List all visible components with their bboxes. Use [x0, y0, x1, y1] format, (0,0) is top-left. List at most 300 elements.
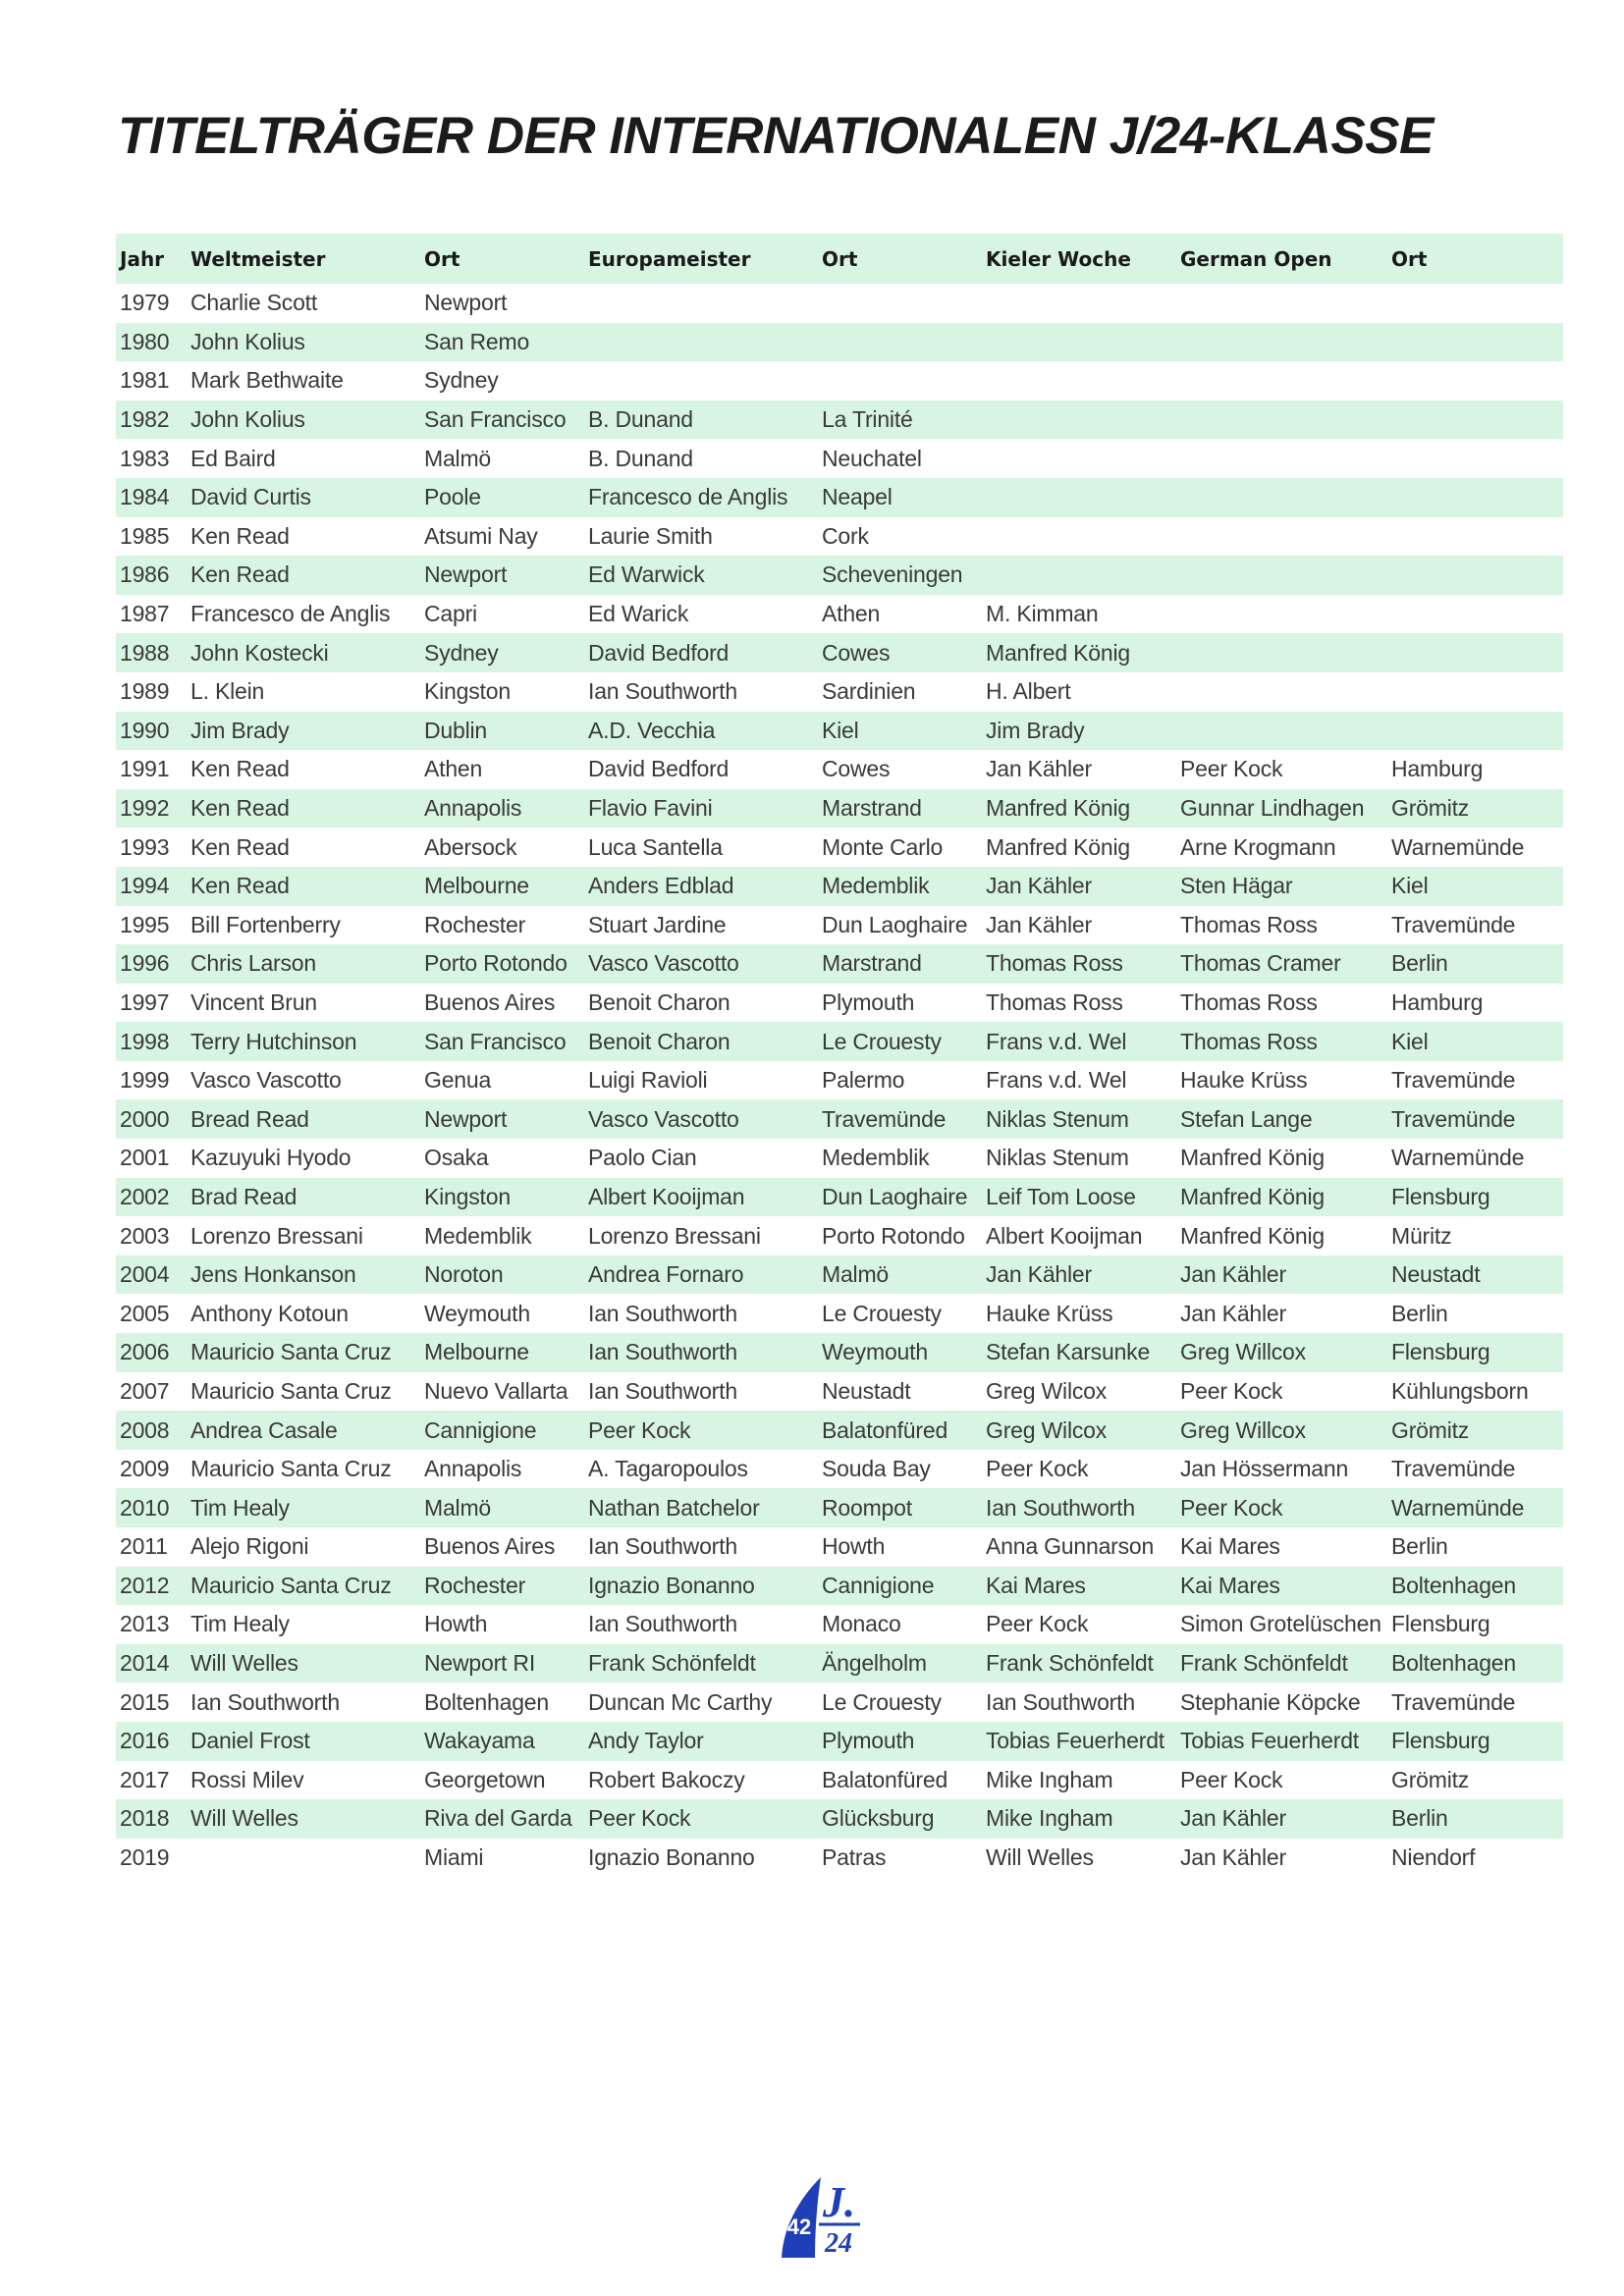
table-cell: Boltenhagen	[1387, 1567, 1563, 1606]
table-cell	[1387, 672, 1563, 712]
table-cell: Ian Southworth	[986, 1688, 1135, 1715]
table-cell: Medemblik	[424, 1222, 532, 1249]
table-cell	[187, 1839, 420, 1878]
column-header: Europameister	[584, 234, 818, 284]
table-cell: Müritz	[1391, 1222, 1452, 1249]
table-cell: Wakayama	[420, 1722, 584, 1761]
table-cell	[1176, 633, 1387, 672]
table-cell: Sardinien	[822, 678, 916, 705]
table-cell: Dublin	[420, 712, 584, 751]
column-header: Jahr	[116, 234, 187, 284]
table-cell: 1979	[120, 290, 170, 316]
table-cell: Medemblik	[822, 1145, 930, 1171]
table-cell: 2005	[120, 1300, 170, 1326]
titleholders-table	[116, 234, 1563, 1877]
table-cell: Osaka	[424, 1145, 489, 1171]
table-cell: Warnemünde	[1387, 1488, 1563, 1527]
table-cell: Hauke Krüss	[1180, 1067, 1308, 1094]
table-cell: Andy Taylor	[584, 1722, 818, 1761]
table-cell: Mauricio Santa Cruz	[187, 1567, 420, 1606]
table-cell: 1990	[116, 712, 187, 751]
table-cell: Monaco	[822, 1611, 901, 1637]
table-cell: Tobias Feuerherdt	[1176, 1722, 1387, 1761]
table-cell	[1387, 633, 1563, 672]
table-cell: Kiel	[818, 712, 982, 751]
table-cell: Greg Wilcox	[982, 1411, 1176, 1450]
table-cell: Mike Ingham	[986, 1766, 1113, 1792]
table-cell: M. Kimman	[986, 601, 1099, 627]
table-row	[116, 1139, 1563, 1178]
table-cell	[1176, 712, 1387, 751]
table-cell: Genua	[424, 1067, 492, 1094]
table-cell: Boltenhagen	[1387, 1644, 1563, 1683]
table-cell	[1176, 323, 1387, 362]
table-cell: 2002	[116, 1178, 187, 1217]
table-cell: Riva del Garda	[420, 1799, 584, 1839]
table-cell	[982, 284, 1176, 323]
table-cell: 1999	[120, 1067, 170, 1094]
table-cell: Le Crouesty	[822, 1688, 942, 1715]
table-cell: Travemünde	[1391, 1456, 1516, 1482]
table-cell: Ängelholm	[818, 1644, 982, 1683]
table-cell: Roompot	[818, 1488, 982, 1527]
table-cell: Stefan Lange	[1176, 1099, 1387, 1139]
table-cell: Manfred König	[986, 833, 1130, 860]
column-header: Weltmeister	[187, 234, 420, 284]
table-cell: Ian Southworth	[588, 1300, 737, 1326]
table-cell: Frank Schönfeldt	[1176, 1644, 1387, 1683]
table-cell	[982, 556, 1176, 595]
table-cell: Manfred König	[1176, 1178, 1387, 1217]
table-cell: John Kostecki	[187, 633, 420, 672]
table-cell: 1998	[116, 1022, 187, 1061]
table-header-row	[116, 234, 1563, 284]
table-cell: Frans v.d. Wel	[982, 1022, 1176, 1061]
table-cell: Mike Ingham	[982, 1799, 1176, 1839]
table-cell: Kazuyuki Hyodo	[190, 1145, 352, 1171]
table-cell: Ed Baird	[190, 445, 276, 471]
table-cell: Rochester	[420, 1567, 584, 1606]
table-cell: Flensburg	[1387, 1722, 1563, 1761]
table-cell: Grömitz	[1387, 789, 1563, 828]
table-cell: Howth	[424, 1611, 488, 1637]
table-cell: 2017	[120, 1766, 170, 1792]
table-cell: Lorenzo Bressani	[190, 1222, 363, 1249]
table-cell: Manfred König	[982, 789, 1176, 828]
table-cell: 1982	[116, 400, 187, 440]
table-cell: Georgetown	[424, 1766, 546, 1792]
table-cell: Duncan Mc Carthy	[588, 1688, 773, 1715]
table-cell: Francesco de Anglis	[190, 601, 391, 627]
table-row	[116, 284, 1563, 323]
table-cell	[982, 517, 1176, 557]
table-row	[116, 789, 1563, 828]
table-cell: John Kolius	[187, 400, 420, 440]
table-cell: Peer Kock	[1180, 756, 1283, 782]
table-cell: Melbourne	[420, 1333, 584, 1372]
table-row	[116, 1605, 1563, 1644]
table-cell: 2001	[120, 1145, 170, 1171]
table-cell: Marstrand	[818, 944, 982, 984]
table-cell: Leif Tom Loose	[982, 1178, 1176, 1217]
table-cell: Berlin	[1391, 1300, 1448, 1326]
table-cell: H. Albert	[986, 678, 1071, 705]
table-cell: Vasco Vascotto	[190, 1067, 342, 1094]
table-row	[116, 439, 1563, 478]
table-cell: Will Welles	[986, 1844, 1094, 1871]
table-cell: Ian Southworth	[588, 1377, 737, 1404]
table-cell: Athen	[424, 756, 483, 782]
table-cell: Ken Read	[190, 522, 290, 549]
table-cell	[584, 361, 818, 400]
table-cell: Ken Read	[187, 867, 420, 906]
table-cell: 1988	[116, 633, 187, 672]
table-cell: Medemblik	[818, 867, 982, 906]
table-cell: 2009	[120, 1456, 170, 1482]
table-cell: Terry Hutchinson	[187, 1022, 420, 1061]
table-cell: Kiel	[1387, 867, 1563, 906]
table-cell: Thomas Ross	[1176, 1022, 1387, 1061]
table-row	[116, 1372, 1563, 1412]
table-cell	[982, 323, 1176, 362]
table-cell: Niklas Stenum	[986, 1145, 1129, 1171]
table-cell: Sten Hägar	[1176, 867, 1387, 906]
table-body	[116, 284, 1563, 1877]
table-cell: Vincent Brun	[190, 988, 317, 1015]
table-row	[116, 1799, 1563, 1839]
table-cell: Rochester	[424, 911, 526, 937]
table-cell: Luca Santella	[588, 833, 723, 860]
table-cell: Boltenhagen	[424, 1688, 549, 1715]
table-cell: Greg Willcox	[1176, 1333, 1387, 1372]
table-cell: Niendorf	[1391, 1844, 1476, 1871]
table-row	[116, 750, 1563, 789]
table-row	[116, 1022, 1563, 1061]
table-cell: Kai Mares	[1176, 1567, 1387, 1606]
table-row	[116, 1255, 1563, 1295]
table-cell	[1176, 400, 1387, 440]
table-cell: 2003	[120, 1222, 170, 1249]
table-cell: 2006	[116, 1333, 187, 1372]
table-cell: Thomas Cramer	[1176, 944, 1387, 984]
table-cell: Newport	[420, 556, 584, 595]
table-cell: 2018	[116, 1799, 187, 1839]
table-cell: Plymouth	[818, 1722, 982, 1761]
table-cell: Hamburg	[1391, 988, 1484, 1015]
table-cell: Porto Rotondo	[822, 1222, 965, 1249]
table-cell: Grömitz	[1391, 1766, 1470, 1792]
table-cell: Flensburg	[1391, 1611, 1490, 1637]
table-cell: Anthony Kotoun	[190, 1300, 349, 1326]
table-cell: Kai Mares	[982, 1567, 1176, 1606]
table-cell: A. Tagaropoulos	[588, 1456, 748, 1482]
table-cell: Le Crouesty	[818, 1022, 982, 1061]
table-cell: Peer Kock	[584, 1799, 818, 1839]
table-cell: 1991	[120, 756, 170, 782]
table-row	[116, 556, 1563, 595]
table-cell: Ian Southworth	[588, 1533, 737, 1560]
table-cell: Cannigione	[420, 1411, 584, 1450]
table-cell: Warnemünde	[1391, 1145, 1525, 1171]
table-cell: Ken Read	[187, 789, 420, 828]
table-cell: Albert Kooijman	[584, 1178, 818, 1217]
table-row	[116, 1839, 1563, 1878]
table-cell: 1981	[120, 367, 170, 394]
table-cell: Peer Kock	[1180, 1766, 1283, 1792]
table-cell: Newport	[424, 290, 508, 316]
table-cell: Cowes	[818, 633, 982, 672]
table-cell: 1995	[120, 911, 170, 937]
table-cell	[982, 439, 1176, 478]
table-cell	[818, 284, 982, 323]
table-row	[116, 1061, 1563, 1100]
table-cell: B. Dunand	[588, 445, 693, 471]
table-cell: 2000	[116, 1099, 187, 1139]
table-cell: Anders Edblad	[584, 867, 818, 906]
table-cell: San Remo	[420, 323, 584, 362]
table-cell: Jan Kähler	[1180, 1300, 1286, 1326]
table-cell	[818, 323, 982, 362]
table-cell: Palermo	[822, 1067, 905, 1094]
table-cell: Kingston	[420, 1178, 584, 1217]
table-cell: Atsumi Nay	[424, 522, 538, 549]
table-cell: Patras	[822, 1844, 887, 1871]
table-cell: Brad Read	[187, 1178, 420, 1217]
table-cell: Vasco Vascotto	[584, 1099, 818, 1139]
table-cell: Bread Read	[187, 1099, 420, 1139]
table-cell: Will Welles	[187, 1799, 420, 1839]
table-cell: Plymouth	[822, 988, 915, 1015]
table-cell: Jan Hössermann	[1180, 1456, 1349, 1482]
table-cell: Frank Schönfeldt	[982, 1644, 1176, 1683]
table-cell: Bill Fortenberry	[190, 911, 341, 937]
table-cell: Benoit Charon	[584, 1022, 818, 1061]
table-cell: Benoit Charon	[588, 988, 731, 1015]
table-cell: Malmö	[420, 1488, 584, 1527]
table-row	[116, 1488, 1563, 1527]
table-cell: Jan Kähler	[982, 1255, 1176, 1295]
table-cell	[1176, 517, 1387, 557]
table-cell: Lorenzo Bressani	[588, 1222, 761, 1249]
table-cell: Grömitz	[1387, 1411, 1563, 1450]
table-cell: Rossi Milev	[190, 1766, 304, 1792]
table-cell	[1176, 672, 1387, 712]
table-cell: Jan Kähler	[986, 911, 1092, 937]
table-cell: Laurie Smith	[588, 522, 713, 549]
table-cell: Stefan Karsunke	[982, 1333, 1176, 1372]
table-row	[116, 595, 1563, 634]
table-cell: Chris Larson	[187, 944, 420, 984]
table-cell: 1992	[116, 789, 187, 828]
table-cell: Annapolis	[424, 1456, 522, 1482]
table-row	[116, 712, 1563, 751]
table-cell: Newport	[420, 1099, 584, 1139]
table-cell: John Kolius	[187, 323, 420, 362]
table-cell	[1387, 400, 1563, 440]
table-cell: Dun Laoghaire	[818, 1178, 982, 1217]
table-row	[116, 1644, 1563, 1683]
table-cell: Niklas Stenum	[982, 1099, 1176, 1139]
column-header: Kieler Woche	[982, 234, 1176, 284]
table-row	[116, 1450, 1563, 1489]
table-cell: Jan Kähler	[986, 756, 1092, 782]
table-cell: 2010	[116, 1488, 187, 1527]
table-cell: Travemünde	[818, 1099, 982, 1139]
table-cell: Marstrand	[818, 789, 982, 828]
table-cell: Flensburg	[1387, 1178, 1563, 1217]
table-row	[116, 478, 1563, 517]
table-cell: Albert Kooijman	[986, 1222, 1143, 1249]
table-cell: Peer Kock	[1180, 1377, 1283, 1404]
table-cell: Tim Healy	[190, 1611, 290, 1637]
table-cell	[1387, 284, 1563, 323]
table-cell: Dun Laoghaire	[822, 911, 968, 937]
table-cell: Will Welles	[187, 1644, 420, 1683]
table-cell: Frans v.d. Wel	[986, 1067, 1127, 1094]
table-cell: Balatonfüred	[818, 1411, 982, 1450]
table-cell: Thomas Ross	[986, 988, 1123, 1015]
table-cell: Ed Warwick	[584, 556, 818, 595]
table-row	[116, 672, 1563, 712]
table-cell: Paolo Cian	[588, 1145, 697, 1171]
table-cell: 1984	[116, 478, 187, 517]
table-cell: Cowes	[822, 756, 891, 782]
table-cell: Jan Kähler	[1176, 1255, 1387, 1295]
table-cell	[982, 361, 1176, 400]
table-cell: Ignazio Bonanno	[588, 1844, 755, 1871]
table-cell: Jim Brady	[187, 712, 420, 751]
table-cell: Balatonfüred	[822, 1766, 948, 1792]
page-number: 42	[786, 2215, 812, 2239]
table-cell	[982, 478, 1176, 517]
column-header: Ort	[1387, 234, 1563, 284]
table-cell: Peer Kock	[584, 1411, 818, 1450]
table-cell	[1176, 439, 1387, 478]
table-cell: Warnemünde	[1391, 833, 1525, 860]
table-cell: Newport RI	[420, 1644, 584, 1683]
table-cell: 2004	[116, 1255, 187, 1295]
table-cell: Nuevo Vallarta	[424, 1377, 568, 1404]
column-header: Ort	[818, 234, 982, 284]
table-cell: Sydney	[424, 367, 499, 394]
table-row	[116, 1682, 1563, 1722]
table-row	[116, 867, 1563, 906]
table-cell: A.D. Vecchia	[584, 712, 818, 751]
table-cell: Noroton	[420, 1255, 584, 1295]
table-cell: Ian Southworth	[588, 678, 737, 705]
table-cell: 2016	[116, 1722, 187, 1761]
table-row	[116, 1216, 1563, 1255]
table-row	[116, 1294, 1563, 1333]
table-row	[116, 1099, 1563, 1139]
table-cell: 2012	[116, 1567, 187, 1606]
table-row	[116, 633, 1563, 672]
table-cell: Travemünde	[1387, 1099, 1563, 1139]
table-cell: Ian Southworth	[982, 1488, 1176, 1527]
table-cell: Manfred König	[1180, 1145, 1325, 1171]
table-cell: Sydney	[420, 633, 584, 672]
table-cell: Manfred König	[982, 633, 1176, 672]
table-cell: David Curtis	[187, 478, 420, 517]
table-cell: Mauricio Santa Cruz	[190, 1377, 392, 1404]
table-row	[116, 828, 1563, 867]
table-cell: Simon Grotelüschen	[1180, 1611, 1381, 1637]
table-cell: Scheveningen	[818, 556, 982, 595]
table-cell: Athen	[822, 601, 881, 627]
table-row	[116, 1567, 1563, 1606]
table-cell: La Trinité	[818, 400, 982, 440]
table-cell: 1989	[120, 678, 170, 705]
table-cell: Souda Bay	[822, 1456, 931, 1482]
table-cell: Charlie Scott	[190, 290, 318, 316]
table-cell: Annapolis	[420, 789, 584, 828]
table-cell: Miami	[424, 1844, 484, 1871]
table-cell: 1996	[116, 944, 187, 984]
table-cell: Monte Carlo	[822, 833, 944, 860]
table-cell: Mark Bethwaite	[190, 367, 344, 394]
table-row	[116, 1761, 1563, 1800]
table-cell: Berlin	[1387, 944, 1563, 984]
table-cell	[1387, 556, 1563, 595]
table-cell: Le Crouesty	[822, 1300, 942, 1326]
table-cell: Flensburg	[1387, 1333, 1563, 1372]
table-cell: Travemünde	[1391, 1067, 1516, 1094]
table-cell: Jim Brady	[982, 712, 1176, 751]
table-cell: Greg Wilcox	[986, 1377, 1108, 1404]
table-cell: Thomas Ross	[1180, 988, 1318, 1015]
table-row	[116, 1722, 1563, 1761]
table-cell: Glücksburg	[818, 1799, 982, 1839]
table-cell: 1993	[120, 833, 170, 860]
table-cell: Ken Read	[190, 756, 290, 782]
table-row	[116, 517, 1563, 557]
table-cell: Kühlungsborn	[1391, 1377, 1529, 1404]
table-cell: Vasco Vascotto	[584, 944, 818, 984]
table-cell: Weymouth	[818, 1333, 982, 1372]
table-cell: Capri	[424, 601, 477, 627]
table-cell	[1387, 439, 1563, 478]
table-cell: Buenos Aires	[424, 1533, 556, 1560]
table-cell: Robert Bakoczy	[588, 1766, 745, 1792]
table-cell: Gunnar Lindhagen	[1176, 789, 1387, 828]
table-cell: Malmö	[424, 445, 492, 471]
column-header: Ort	[420, 234, 584, 284]
table-cell: Jens Honkanson	[187, 1255, 420, 1295]
table-cell: Hamburg	[1391, 756, 1484, 782]
table-row	[116, 944, 1563, 984]
table-cell: Melbourne	[420, 867, 584, 906]
table-cell: Kai Mares	[1180, 1533, 1280, 1560]
table-cell: 2014	[116, 1644, 187, 1683]
table-cell	[1176, 361, 1387, 400]
table-cell: San Francisco	[420, 400, 584, 440]
table-cell: Peer Kock	[1176, 1488, 1387, 1527]
table-row	[116, 906, 1563, 945]
table-cell: Thomas Ross	[982, 944, 1176, 984]
table-cell: Luigi Ravioli	[588, 1067, 708, 1094]
table-cell: 1985	[120, 522, 170, 549]
table-cell: Kingston	[424, 678, 511, 705]
table-cell: Andrea Casale	[187, 1411, 420, 1450]
table-cell: Stuart Jardine	[588, 911, 727, 937]
table-cell: Neapel	[818, 478, 982, 517]
table-cell: 1986	[116, 556, 187, 595]
table-cell	[1176, 284, 1387, 323]
table-cell: David Bedford	[584, 633, 818, 672]
table-cell	[584, 323, 818, 362]
table-cell: Anna Gunnarson	[986, 1533, 1155, 1560]
table-cell: Thomas Ross	[1180, 911, 1318, 937]
